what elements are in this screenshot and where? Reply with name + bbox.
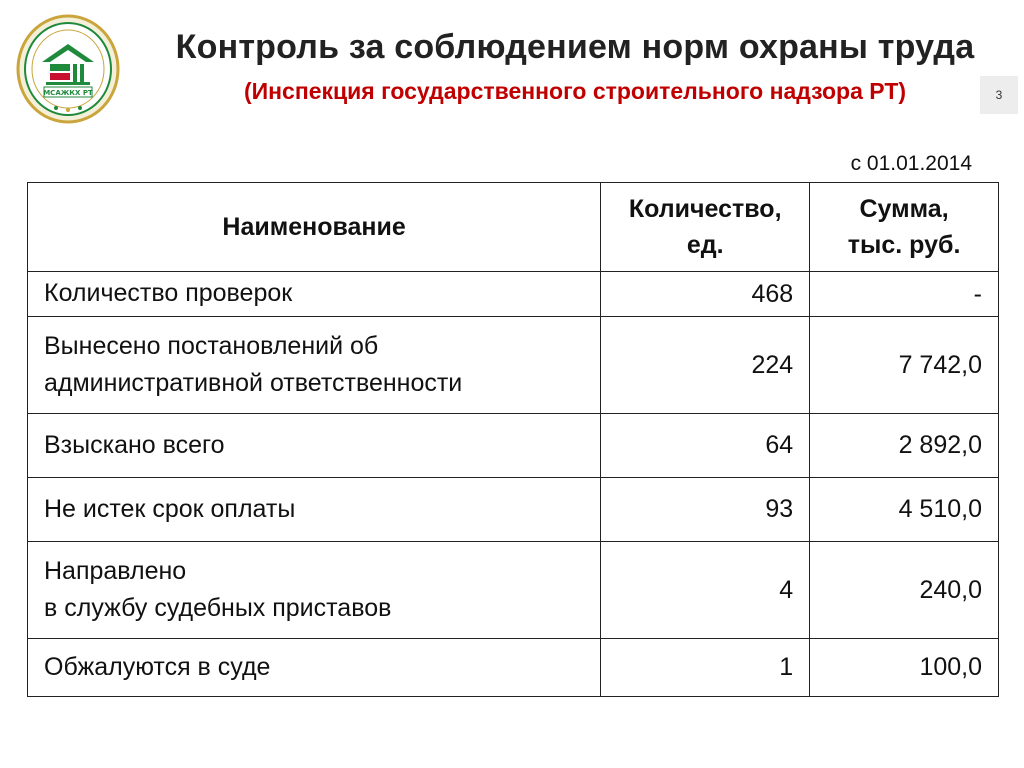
row-name — [28, 639, 601, 697]
header-name — [28, 183, 601, 272]
table-row — [28, 639, 999, 697]
page-number: 3 — [980, 76, 1018, 114]
header-name-label: Наименование — [222, 212, 406, 241]
table-row — [28, 542, 999, 639]
row-name-line1: Взыскано всего — [44, 430, 225, 459]
row-name-line1: Обжалуются в суде — [44, 652, 271, 681]
row-count: 4 — [601, 542, 810, 639]
inspection-table — [27, 182, 999, 697]
header-sum-line1: Сумма, — [859, 194, 949, 223]
row-count: 1 — [601, 639, 810, 697]
header-count-line2: ед. — [686, 231, 724, 259]
header-count — [601, 183, 810, 272]
date-note: с 01.01.2014 — [850, 152, 972, 175]
table-row — [28, 272, 999, 317]
row-name — [28, 317, 601, 414]
row-count: 64 — [601, 414, 810, 478]
row-name — [28, 478, 601, 542]
emblem-icon — [16, 14, 120, 124]
row-name-line2: административной ответственности — [44, 369, 463, 397]
row-sum: 4 510,0 — [810, 478, 999, 542]
row-name — [28, 542, 601, 639]
row-count: 468 — [601, 272, 810, 317]
row-count: 224 — [601, 317, 810, 414]
row-sum: 7 742,0 — [810, 317, 999, 414]
row-name — [28, 414, 601, 478]
row-sum: 2 892,0 — [810, 414, 999, 478]
row-sum: 240,0 — [810, 542, 999, 639]
logo-text: МСАЖКХ РТ — [43, 89, 93, 97]
row-sum: 100,0 — [810, 639, 999, 697]
row-name-line1: Количество проверок — [44, 279, 293, 308]
table-row — [28, 478, 999, 542]
table-header-row — [28, 183, 999, 272]
row-name-line2: в службу судебных приставов — [44, 594, 392, 622]
ministry-logo — [16, 14, 120, 124]
row-count: 93 — [601, 478, 810, 542]
header-sum — [810, 183, 999, 272]
page-title: Контроль за соблюдением норм охраны труда — [175, 28, 975, 66]
row-sum: - — [810, 272, 999, 317]
row-name-line1: Не истек срок оплаты — [44, 494, 296, 523]
table-row — [28, 414, 999, 478]
row-name-line1: Направлено — [44, 556, 187, 585]
header-sum-line2: тыс. руб. — [847, 231, 961, 259]
row-name — [28, 272, 601, 317]
table-row — [28, 317, 999, 414]
header-count-line1: Количество, — [628, 194, 782, 223]
page-subtitle: (Инспекция государственного строительного надзора РТ) — [243, 78, 907, 104]
row-name-line1: Вынесено постановлений об — [44, 331, 379, 360]
